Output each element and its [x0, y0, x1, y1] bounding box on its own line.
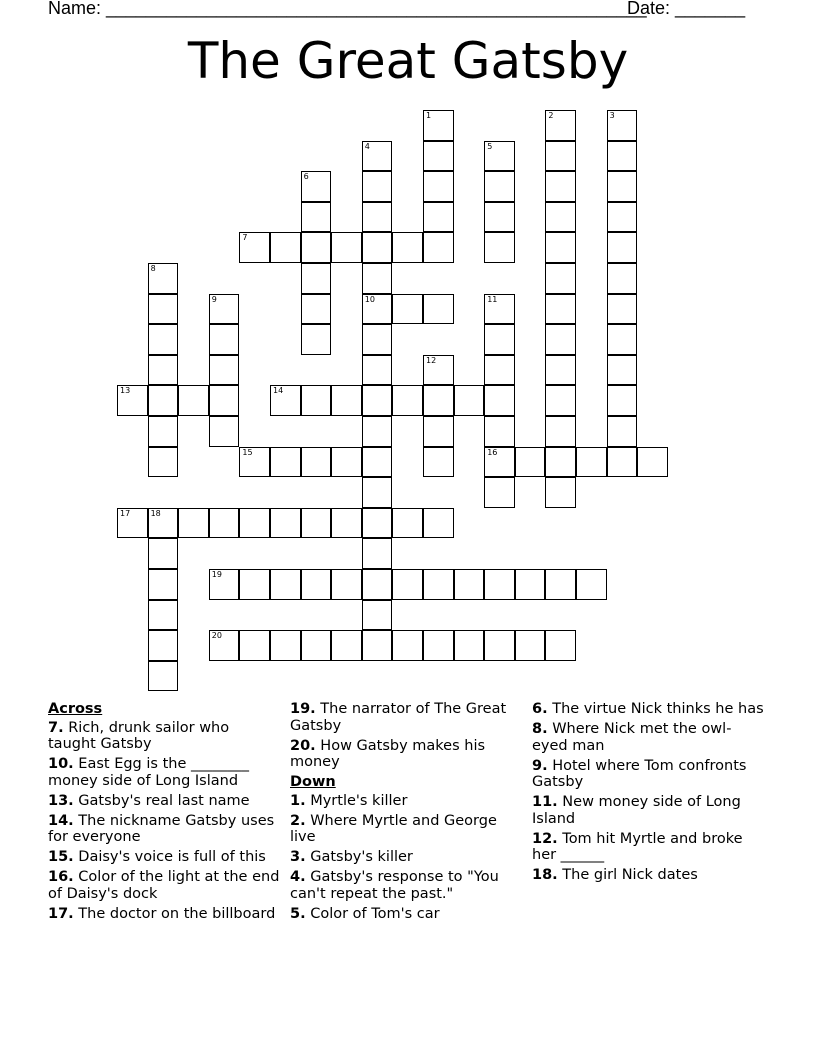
grid-cell[interactable]	[362, 232, 393, 263]
grid-cell[interactable]	[209, 508, 240, 539]
grid-cell[interactable]	[331, 385, 362, 416]
grid-cell[interactable]	[484, 141, 515, 172]
grid-cell[interactable]	[545, 477, 576, 508]
across-clue	[290, 701, 522, 734]
across-clue	[290, 738, 522, 771]
clue-column-2	[290, 701, 522, 926]
clue-number: 19	[211, 570, 222, 579]
clue-number: 10	[364, 294, 375, 304]
grid-cell[interactable]	[239, 508, 270, 539]
down-clue	[290, 906, 522, 923]
page-title: The Great Gatsby	[187, 32, 629, 90]
grid-cell[interactable]	[301, 294, 332, 325]
grid-cell[interactable]	[484, 294, 515, 325]
grid-cell[interactable]	[545, 569, 576, 600]
clue-text: How Gatsby makes his money	[290, 737, 486, 770]
grid-cell[interactable]	[270, 630, 301, 661]
clue-label: 3.	[290, 849, 306, 865]
grid-cell[interactable]	[392, 569, 423, 600]
grid-cell[interactable]	[301, 447, 332, 478]
grid-cell[interactable]	[270, 508, 301, 539]
clue-column-1	[48, 701, 280, 926]
grid-cell[interactable]	[423, 447, 454, 478]
clue-text: Tom hit Myrtle and broke her ______	[532, 830, 743, 863]
clue-text: Where Nick met the owl-eyed man	[532, 721, 732, 754]
clue-text: Myrtle's killer	[305, 792, 408, 809]
clue-number: 6	[303, 172, 309, 182]
grid-cell[interactable]	[545, 324, 576, 355]
grid-cell[interactable]	[209, 630, 240, 661]
clue-label: 13.	[48, 792, 74, 809]
grid-cell[interactable]	[362, 416, 393, 447]
grid-cell[interactable]	[148, 569, 179, 600]
down-clue	[290, 869, 522, 902]
grid-cell[interactable]	[270, 232, 301, 263]
grid-cell[interactable]	[423, 232, 454, 263]
clue-text: Color of Tom's car	[305, 905, 440, 922]
clue-label: 2.	[290, 812, 306, 829]
grid-cell[interactable]	[362, 294, 393, 325]
clue-label: 17.	[48, 905, 74, 922]
clue-number: 4	[364, 141, 370, 151]
grid-cell[interactable]	[484, 447, 515, 478]
grid-cell[interactable]	[454, 569, 485, 600]
grid-cell[interactable]	[607, 141, 638, 172]
grid-cell[interactable]	[607, 171, 638, 202]
grid-cell[interactable]	[545, 232, 576, 263]
grid-cell[interactable]	[239, 447, 270, 478]
across-clue	[48, 869, 280, 902]
grid-cell[interactable]	[148, 661, 179, 692]
grid-cell[interactable]	[607, 447, 638, 478]
clue-number: 12	[426, 355, 437, 365]
date-field-label: Date: _______	[627, 0, 746, 18]
clue-text: East Egg is the ________ money side of Long Island	[48, 756, 249, 789]
grid-cell[interactable]	[423, 141, 454, 172]
grid-cell[interactable]	[545, 355, 576, 386]
grid-cell[interactable]	[484, 171, 515, 202]
clue-text: Rich, drunk sailor who taught Gatsby	[48, 719, 230, 752]
grid-cell[interactable]	[148, 355, 179, 386]
down-heading: Down	[290, 774, 336, 790]
grid-cell[interactable]	[484, 202, 515, 233]
grid-cell[interactable]	[484, 416, 515, 447]
clue-label: 14.	[48, 812, 74, 829]
grid-cell[interactable]	[362, 385, 393, 416]
grid-cell[interactable]	[545, 141, 576, 172]
grid-cell[interactable]	[117, 385, 148, 416]
grid-cell[interactable]	[515, 569, 546, 600]
grid-cell[interactable]	[331, 447, 362, 478]
grid-cell[interactable]	[423, 569, 454, 600]
grid-cell[interactable]	[362, 355, 393, 386]
grid-cell[interactable]	[148, 324, 179, 355]
grid-cell[interactable]	[607, 202, 638, 233]
grid-cell[interactable]	[148, 447, 179, 478]
clue-number: 16	[487, 447, 498, 457]
grid-cell[interactable]	[484, 355, 515, 386]
grid-cell[interactable]	[178, 508, 209, 539]
grid-cell[interactable]	[454, 630, 485, 661]
grid-cell[interactable]	[607, 324, 638, 355]
grid-cell[interactable]	[301, 232, 332, 263]
down-clue	[290, 793, 522, 810]
grid-cell[interactable]	[607, 294, 638, 325]
grid-cell[interactable]	[148, 416, 179, 447]
grid-cell[interactable]	[545, 385, 576, 416]
clue-label: 8.	[532, 721, 548, 737]
clue-number: 1	[426, 111, 432, 120]
across-clue	[48, 756, 280, 789]
clue-text: Color of the light at the end of Daisy's dock	[48, 869, 280, 902]
clue-number: 2	[548, 111, 554, 120]
grid-cell[interactable]	[607, 110, 638, 141]
grid-cell[interactable]	[484, 385, 515, 416]
clue-number: 18	[150, 508, 161, 518]
grid-cell[interactable]	[148, 630, 179, 661]
clue-label: 10.	[48, 756, 74, 772]
grid-cell[interactable]	[545, 630, 576, 661]
clue-label: 16.	[48, 869, 74, 885]
grid-cell[interactable]	[607, 416, 638, 447]
clue-text: The doctor on the billboard	[73, 905, 276, 922]
grid-cell[interactable]	[515, 630, 546, 661]
grid-cell[interactable]	[209, 416, 240, 447]
grid-cell[interactable]	[423, 110, 454, 141]
grid-cell[interactable]	[331, 232, 362, 263]
clue-text: New money side of Long Island	[532, 794, 741, 827]
clue-label: 15.	[48, 849, 74, 865]
clue-text: Gatsby's response to "You can't repeat the past."	[290, 869, 499, 902]
grid-cell[interactable]	[301, 508, 332, 539]
across-clue	[48, 720, 280, 753]
grid-cell[interactable]	[270, 385, 301, 416]
grid-cell[interactable]	[545, 202, 576, 233]
grid-cell[interactable]	[148, 508, 179, 539]
clue-number: 20	[211, 631, 222, 641]
grid-cell[interactable]	[484, 324, 515, 355]
grid-cell[interactable]	[209, 294, 240, 325]
down-clue	[290, 813, 522, 846]
grid-cell[interactable]	[270, 569, 301, 600]
grid-cell[interactable]	[545, 294, 576, 325]
clue-number: 9	[211, 294, 217, 304]
grid-cell[interactable]	[239, 630, 270, 661]
down-clue	[532, 758, 764, 791]
grid-cell[interactable]	[301, 385, 332, 416]
grid-cell[interactable]	[484, 477, 515, 508]
grid-cell[interactable]	[270, 447, 301, 478]
grid-cell[interactable]	[148, 263, 179, 294]
down-clue	[532, 831, 764, 864]
clue-label: 4.	[290, 869, 306, 885]
down-clue	[532, 867, 764, 884]
grid-cell[interactable]	[423, 171, 454, 202]
across-clue	[48, 793, 280, 810]
grid-cell[interactable]	[392, 508, 423, 539]
clue-number: 3	[609, 111, 615, 120]
across-heading: Across	[48, 701, 103, 717]
clue-label: 7.	[48, 719, 64, 736]
clue-label: 20.	[290, 737, 316, 754]
grid-cell[interactable]	[362, 141, 393, 172]
across-clue	[48, 906, 280, 923]
grid-cell[interactable]	[362, 630, 393, 661]
grid-cell[interactable]	[331, 630, 362, 661]
grid-cell[interactable]	[392, 630, 423, 661]
grid-cell[interactable]	[576, 447, 607, 478]
grid-cell[interactable]	[209, 324, 240, 355]
grid-cell[interactable]	[331, 508, 362, 539]
grid-cell[interactable]	[545, 263, 576, 294]
grid-cell[interactable]	[484, 232, 515, 263]
grid-cell[interactable]	[117, 508, 148, 539]
grid-cell[interactable]	[607, 232, 638, 263]
down-clue	[532, 794, 764, 827]
clue-number: 5	[487, 141, 493, 151]
grid-cell[interactable]	[148, 385, 179, 416]
grid-cell[interactable]	[545, 110, 576, 141]
clue-column-3	[532, 701, 764, 887]
clue-number: 14	[273, 386, 284, 396]
clue-label: 5.	[290, 905, 306, 922]
grid-cell[interactable]	[362, 263, 393, 294]
grid-cell[interactable]	[423, 630, 454, 661]
clue-number: 11	[487, 294, 498, 304]
grid-cell[interactable]	[392, 294, 423, 325]
grid-cell[interactable]	[392, 232, 423, 263]
grid-cell[interactable]	[362, 538, 393, 569]
grid-cell[interactable]	[392, 385, 423, 416]
clue-text: Gatsby's real last name	[73, 792, 250, 809]
grid-cell[interactable]	[484, 630, 515, 661]
grid-cell[interactable]	[301, 171, 332, 202]
clue-text: Where Myrtle and George live	[290, 812, 497, 845]
grid-cell[interactable]	[148, 538, 179, 569]
clue-number: 15	[242, 447, 253, 457]
clue-text: The nickname Gatsby uses for everyone	[48, 812, 275, 845]
grid-cell[interactable]	[484, 569, 515, 600]
grid-cell[interactable]	[423, 416, 454, 447]
down-clue	[532, 701, 764, 718]
grid-cell[interactable]	[362, 171, 393, 202]
grid-cell[interactable]	[362, 202, 393, 233]
clue-number: 17	[120, 508, 131, 518]
down-clue	[532, 721, 764, 754]
down-clue	[290, 849, 522, 866]
grid-cell[interactable]	[301, 263, 332, 294]
grid-cell[interactable]	[301, 569, 332, 600]
grid-cell[interactable]	[148, 600, 179, 631]
grid-cell[interactable]	[362, 324, 393, 355]
clue-label: 11.	[532, 794, 558, 810]
grid-cell[interactable]	[301, 202, 332, 233]
grid-cell[interactable]	[362, 600, 393, 631]
grid-cell[interactable]	[607, 263, 638, 294]
grid-cell[interactable]	[239, 569, 270, 600]
grid-cell[interactable]	[209, 569, 240, 600]
clue-number: 13	[120, 386, 131, 396]
grid-cell[interactable]	[545, 171, 576, 202]
grid-cell[interactable]	[423, 355, 454, 386]
grid-cell[interactable]	[545, 447, 576, 478]
grid-cell[interactable]	[423, 202, 454, 233]
grid-cell[interactable]	[331, 569, 362, 600]
clue-label: 9.	[532, 757, 548, 774]
clue-label: 1.	[290, 792, 306, 809]
grid-cell[interactable]	[423, 508, 454, 539]
grid-cell[interactable]	[454, 385, 485, 416]
name-field-label: Name: ______________________________________________________	[48, 0, 647, 18]
grid-cell[interactable]	[301, 630, 332, 661]
grid-cell[interactable]	[362, 477, 393, 508]
clue-label: 6.	[532, 701, 548, 717]
grid-cell[interactable]	[515, 447, 546, 478]
grid-cell[interactable]	[423, 385, 454, 416]
clue-text: Gatsby's killer	[305, 849, 413, 865]
clue-number: 8	[150, 264, 156, 273]
across-clue	[48, 813, 280, 846]
clue-text: Daisy's voice is full of this	[73, 849, 266, 865]
clue-label: 19.	[290, 701, 316, 717]
grid-cell[interactable]	[637, 447, 668, 478]
grid-cell[interactable]	[209, 355, 240, 386]
grid-cell[interactable]	[362, 569, 393, 600]
clue-number: 7	[242, 233, 248, 243]
clue-text: The narrator of The Great Gatsby	[290, 701, 507, 734]
grid-cell[interactable]	[148, 294, 179, 325]
clue-label: 12.	[532, 830, 558, 847]
grid-cell[interactable]	[576, 569, 607, 600]
grid-cell[interactable]	[607, 355, 638, 386]
clue-label: 18.	[532, 867, 558, 883]
across-clue	[48, 849, 280, 866]
clue-text: The virtue Nick thinks he has	[547, 701, 764, 717]
grid-cell[interactable]	[362, 447, 393, 478]
grid-cell[interactable]	[607, 385, 638, 416]
clue-text: The girl Nick dates	[557, 867, 698, 883]
clue-text: Hotel where Tom confronts Gatsby	[532, 757, 747, 790]
grid-cell[interactable]	[239, 232, 270, 263]
grid-cell[interactable]	[209, 385, 240, 416]
grid-cell[interactable]	[301, 324, 332, 355]
grid-cell[interactable]	[362, 508, 393, 539]
grid-cell[interactable]	[178, 385, 209, 416]
grid-cell[interactable]	[545, 416, 576, 447]
grid-cell[interactable]	[423, 294, 454, 325]
